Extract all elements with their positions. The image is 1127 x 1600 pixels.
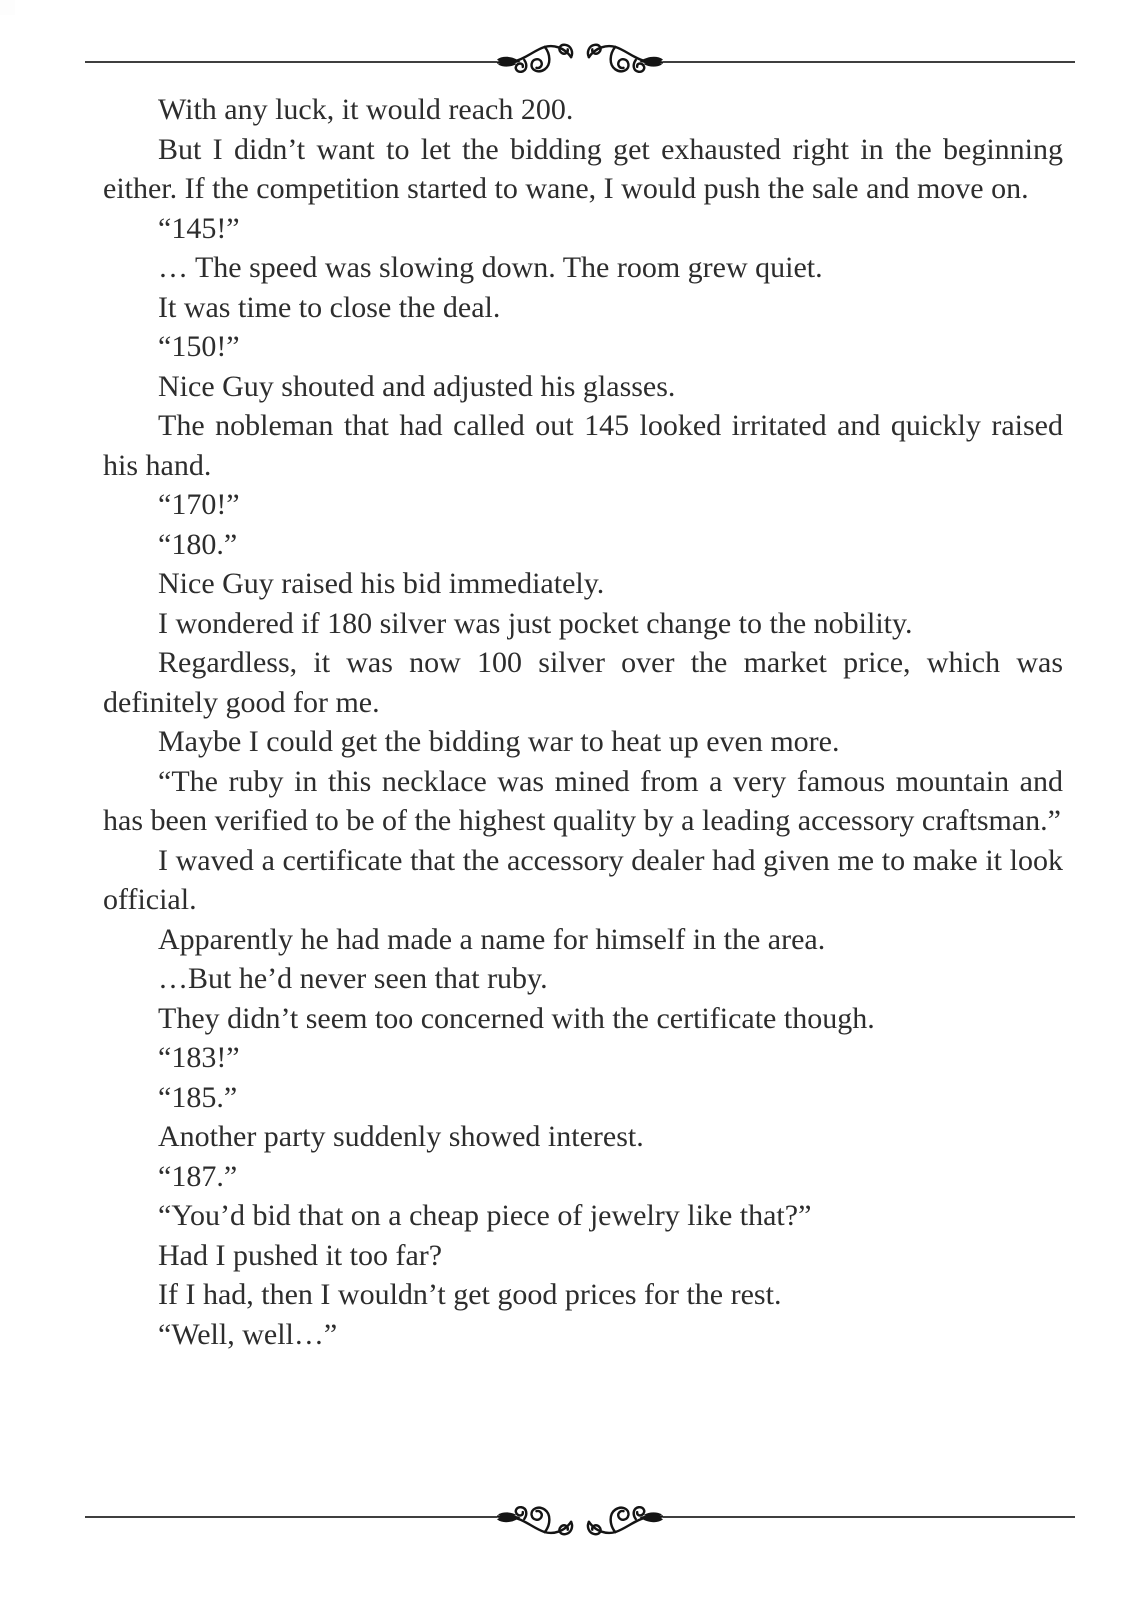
paragraph: Nice Guy raised his bid immediately. [158,567,605,600]
paragraph: Another party suddenly showed interest. [158,1120,644,1153]
paragraph: …But he’d never seen that ruby. [158,962,548,995]
page-corner-artifact [0,0,15,15]
paragraph: It was time to close the deal. [158,290,501,324]
top-divider-rule-left [85,61,497,63]
paragraph: “145!” [158,211,240,245]
paragraph: But I didn’t want to let the bidding get exhausted right in the beginning either. If the competition started to wane, I would push the sale and move on. [103,132,1063,205]
paragraph: I wondered if 180 silver was just pocket change to the nobility. [158,606,913,640]
floral-flourish-icon [497,38,663,86]
top-divider-rule-right [663,61,1075,63]
paragraph: Regardless, it was now 100 silver over the market price, which was definitely good for me. [103,646,1063,719]
paragraph: “180.” [158,527,238,561]
top-divider [85,38,1075,86]
paragraph: “Well, well…” [158,1317,338,1351]
bottom-divider [85,1493,1075,1541]
paragraph: “170!” [158,488,240,521]
paragraph: Nice Guy shouted and adjusted his glasses. [158,369,676,403]
page-text [103,90,1063,1354]
bottom-divider-rule-left [85,1516,497,1518]
paragraph: Maybe I could get the bidding war to heat up even more. [158,725,840,758]
floral-flourish-icon [497,1493,663,1541]
paragraph: The nobleman that had called out 145 looked irritated and quickly raised his hand. [103,409,1063,482]
paragraph: “You’d bid that on a cheap piece of jewelry like that?” [158,1199,812,1232]
paragraph: “The ruby in this necklace was mined from a very famous mountain and has been verified to be of the highest quality by a leading accessory craftsman.” [103,764,1063,837]
bottom-divider-rule-right [663,1516,1075,1518]
paragraph: I waved a certificate that the accessory dealer had given me to make it look official. [103,843,1063,916]
paragraph: They didn’t seem too concerned with the certificate though. [158,1001,875,1035]
paragraph: … The speed was slowing down. The room grew quiet. [158,251,823,284]
paragraph: “187.” [158,1159,238,1193]
paragraph: “150!” [158,330,240,363]
paragraph: With any luck, it would reach 200. [158,93,574,126]
paragraph: Had I pushed it too far? [158,1238,443,1272]
paragraph: Apparently he had made a name for himself in the area. [158,922,826,956]
paragraph: If I had, then I wouldn’t get good prices for the rest. [158,1278,782,1311]
paragraph: “183!” [158,1041,240,1074]
paragraph: “185.” [158,1080,238,1114]
